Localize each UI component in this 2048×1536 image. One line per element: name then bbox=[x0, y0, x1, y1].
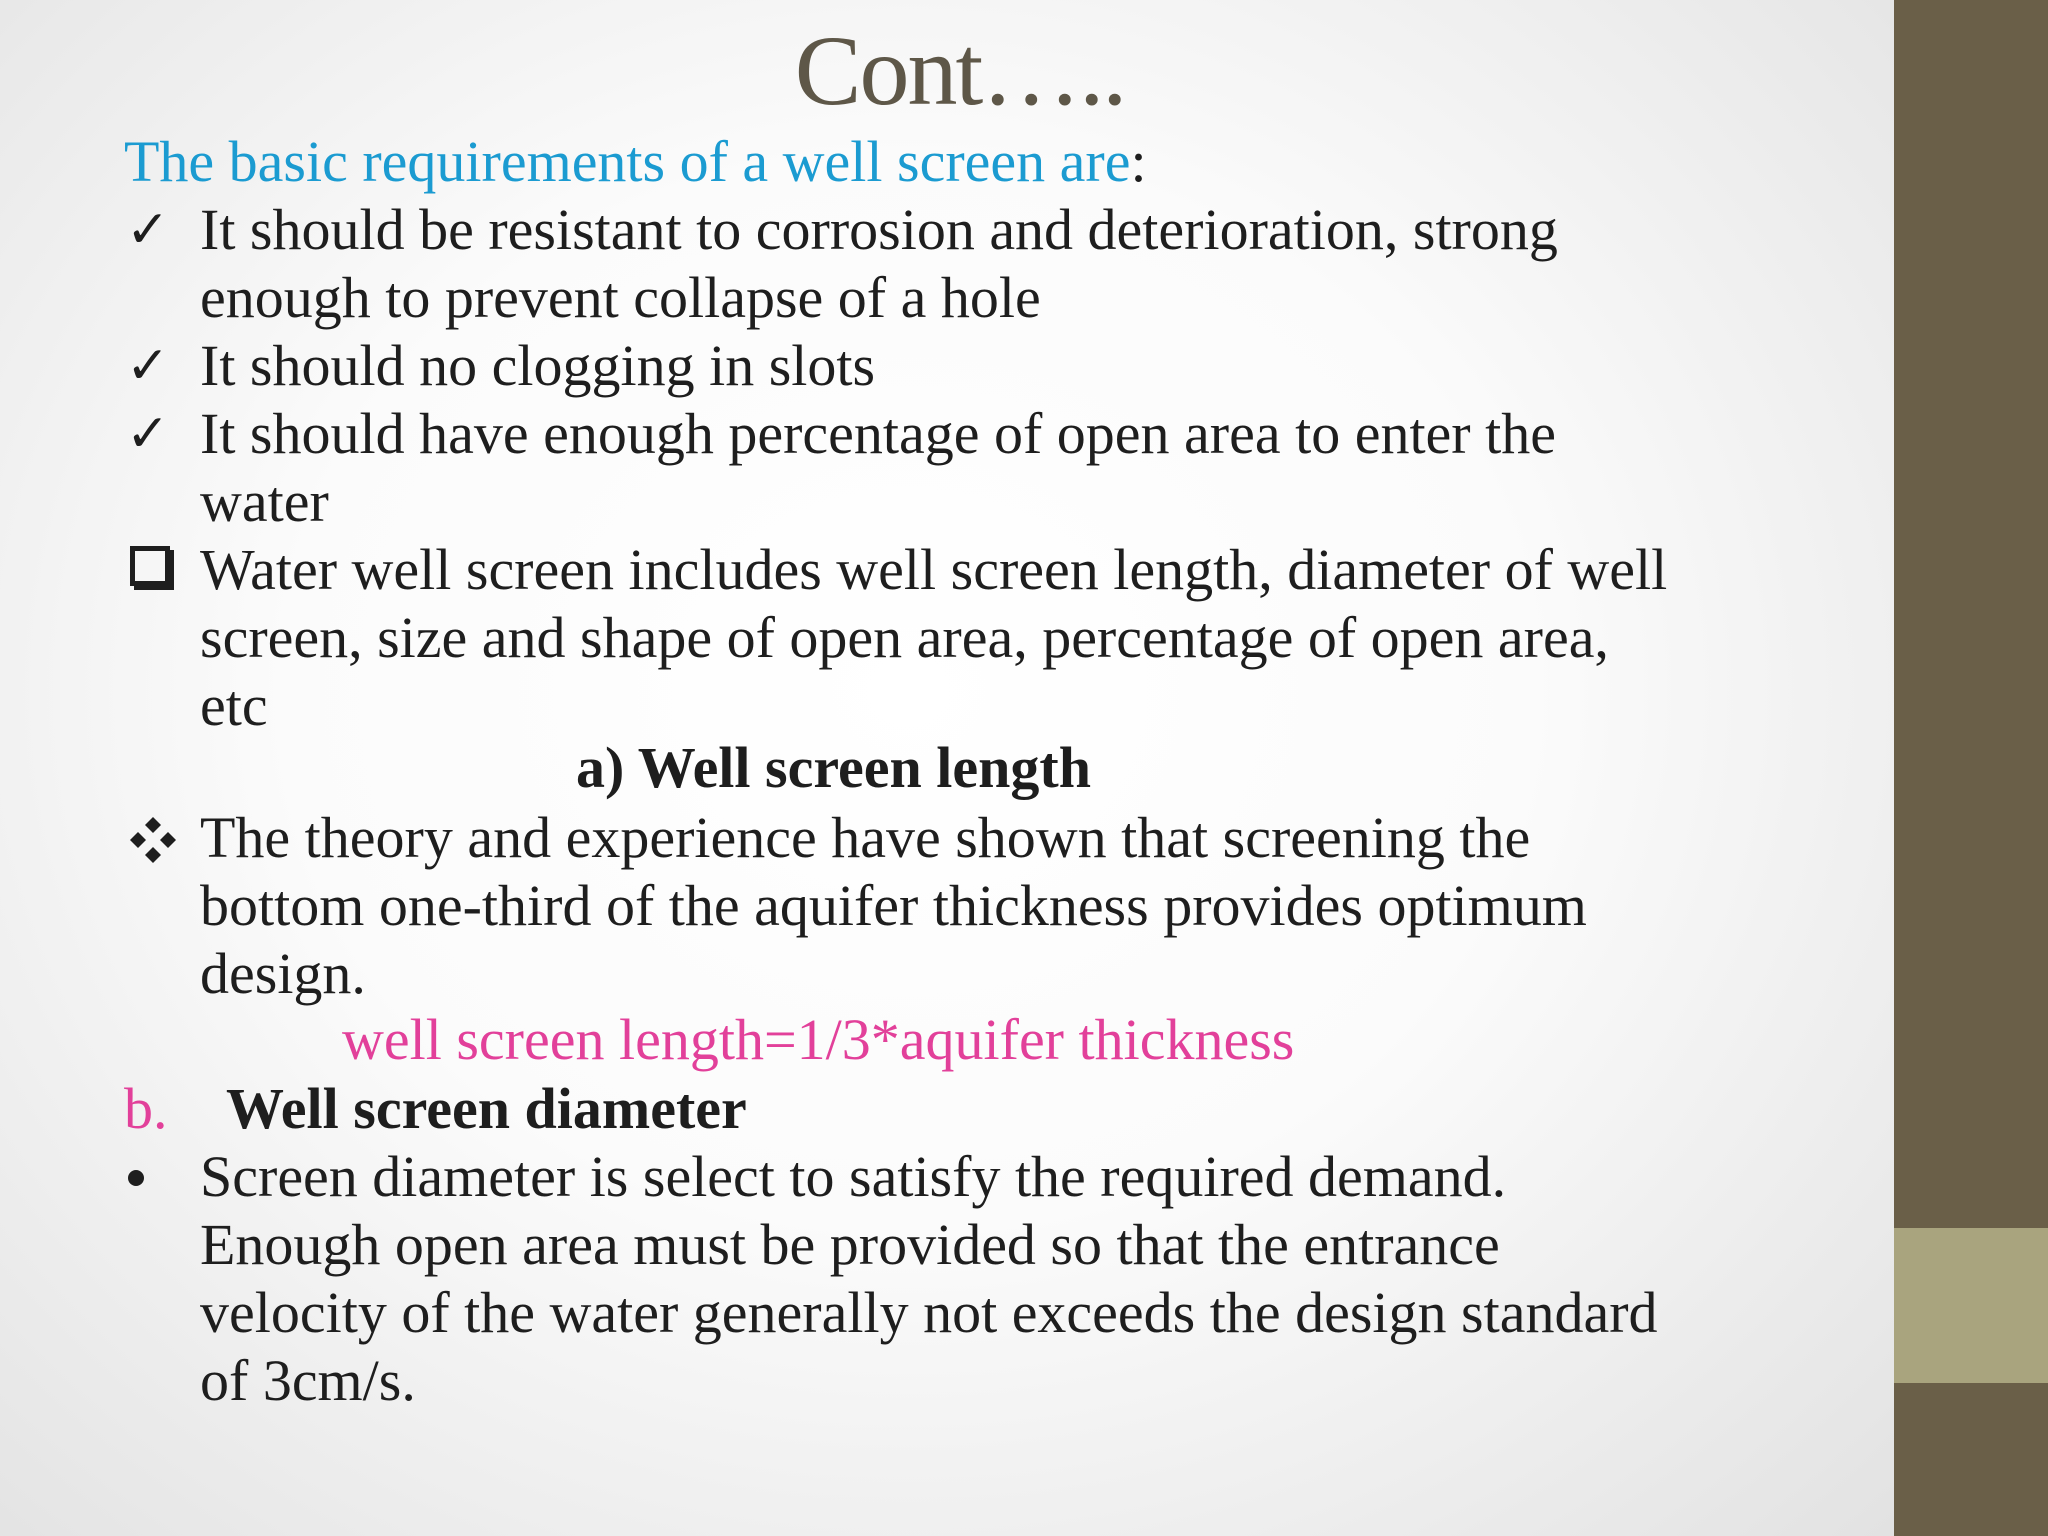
section-b-heading: Well screen diameter bbox=[226, 1076, 747, 1141]
box-item-line-3: etc bbox=[200, 673, 268, 738]
section-a-bullet-line-2: bottom one-third of the aquifer thickness provides optimum bbox=[200, 873, 1587, 938]
section-b-bullet-line-2: Enough open area must be provided so that the entrance bbox=[200, 1212, 1500, 1277]
intro-line bbox=[124, 128, 1147, 196]
diamond-bullet-icon bbox=[126, 813, 180, 867]
round-bullet-icon bbox=[128, 1170, 144, 1186]
check-item-1-line-1: It should be resistant to corrosion and deterioration, strong bbox=[200, 197, 1558, 262]
check-item-2-line-1: It should no clogging in slots bbox=[200, 333, 876, 398]
intro-suffix: : bbox=[1130, 129, 1147, 194]
box-item-line-1: Water well screen includes well screen length, diameter of well bbox=[200, 537, 1668, 602]
decorative-sidebar-accent bbox=[1894, 1228, 2048, 1383]
slide-title: Cont….. bbox=[794, 15, 1126, 126]
check-icon: ✓ bbox=[126, 336, 170, 396]
check-item-3-line-2: water bbox=[200, 469, 329, 534]
check-icon: ✓ bbox=[126, 404, 170, 464]
checkbox-icon bbox=[130, 546, 170, 586]
box-item-line-2: screen, size and shape of open area, percentage of open area, bbox=[200, 605, 1609, 670]
section-b-letter: b. bbox=[124, 1076, 168, 1141]
check-item-3-line-1: It should have enough percentage of open area to enter the bbox=[200, 401, 1556, 466]
section-a-bullet-line-1: The theory and experience have shown that screening the bbox=[200, 805, 1531, 870]
section-b-bullet-line-1: Screen diameter is select to satisfy the required demand. bbox=[200, 1144, 1507, 1209]
check-item-1-line-2: enough to prevent collapse of a hole bbox=[200, 265, 1041, 330]
intro-highlight: The basic requirements of a well screen are bbox=[124, 129, 1131, 194]
section-b-bullet-line-3: velocity of the water generally not exceeds the design standard bbox=[200, 1280, 1658, 1345]
section-a-bullet-line-3: design. bbox=[200, 941, 366, 1006]
section-a-heading: a) Well screen length bbox=[576, 735, 1091, 800]
section-b-bullet-line-4: of 3cm/s. bbox=[200, 1348, 416, 1413]
formula-line: well screen length=1/3*aquifer thickness bbox=[342, 1007, 1295, 1072]
check-icon: ✓ bbox=[126, 200, 170, 260]
